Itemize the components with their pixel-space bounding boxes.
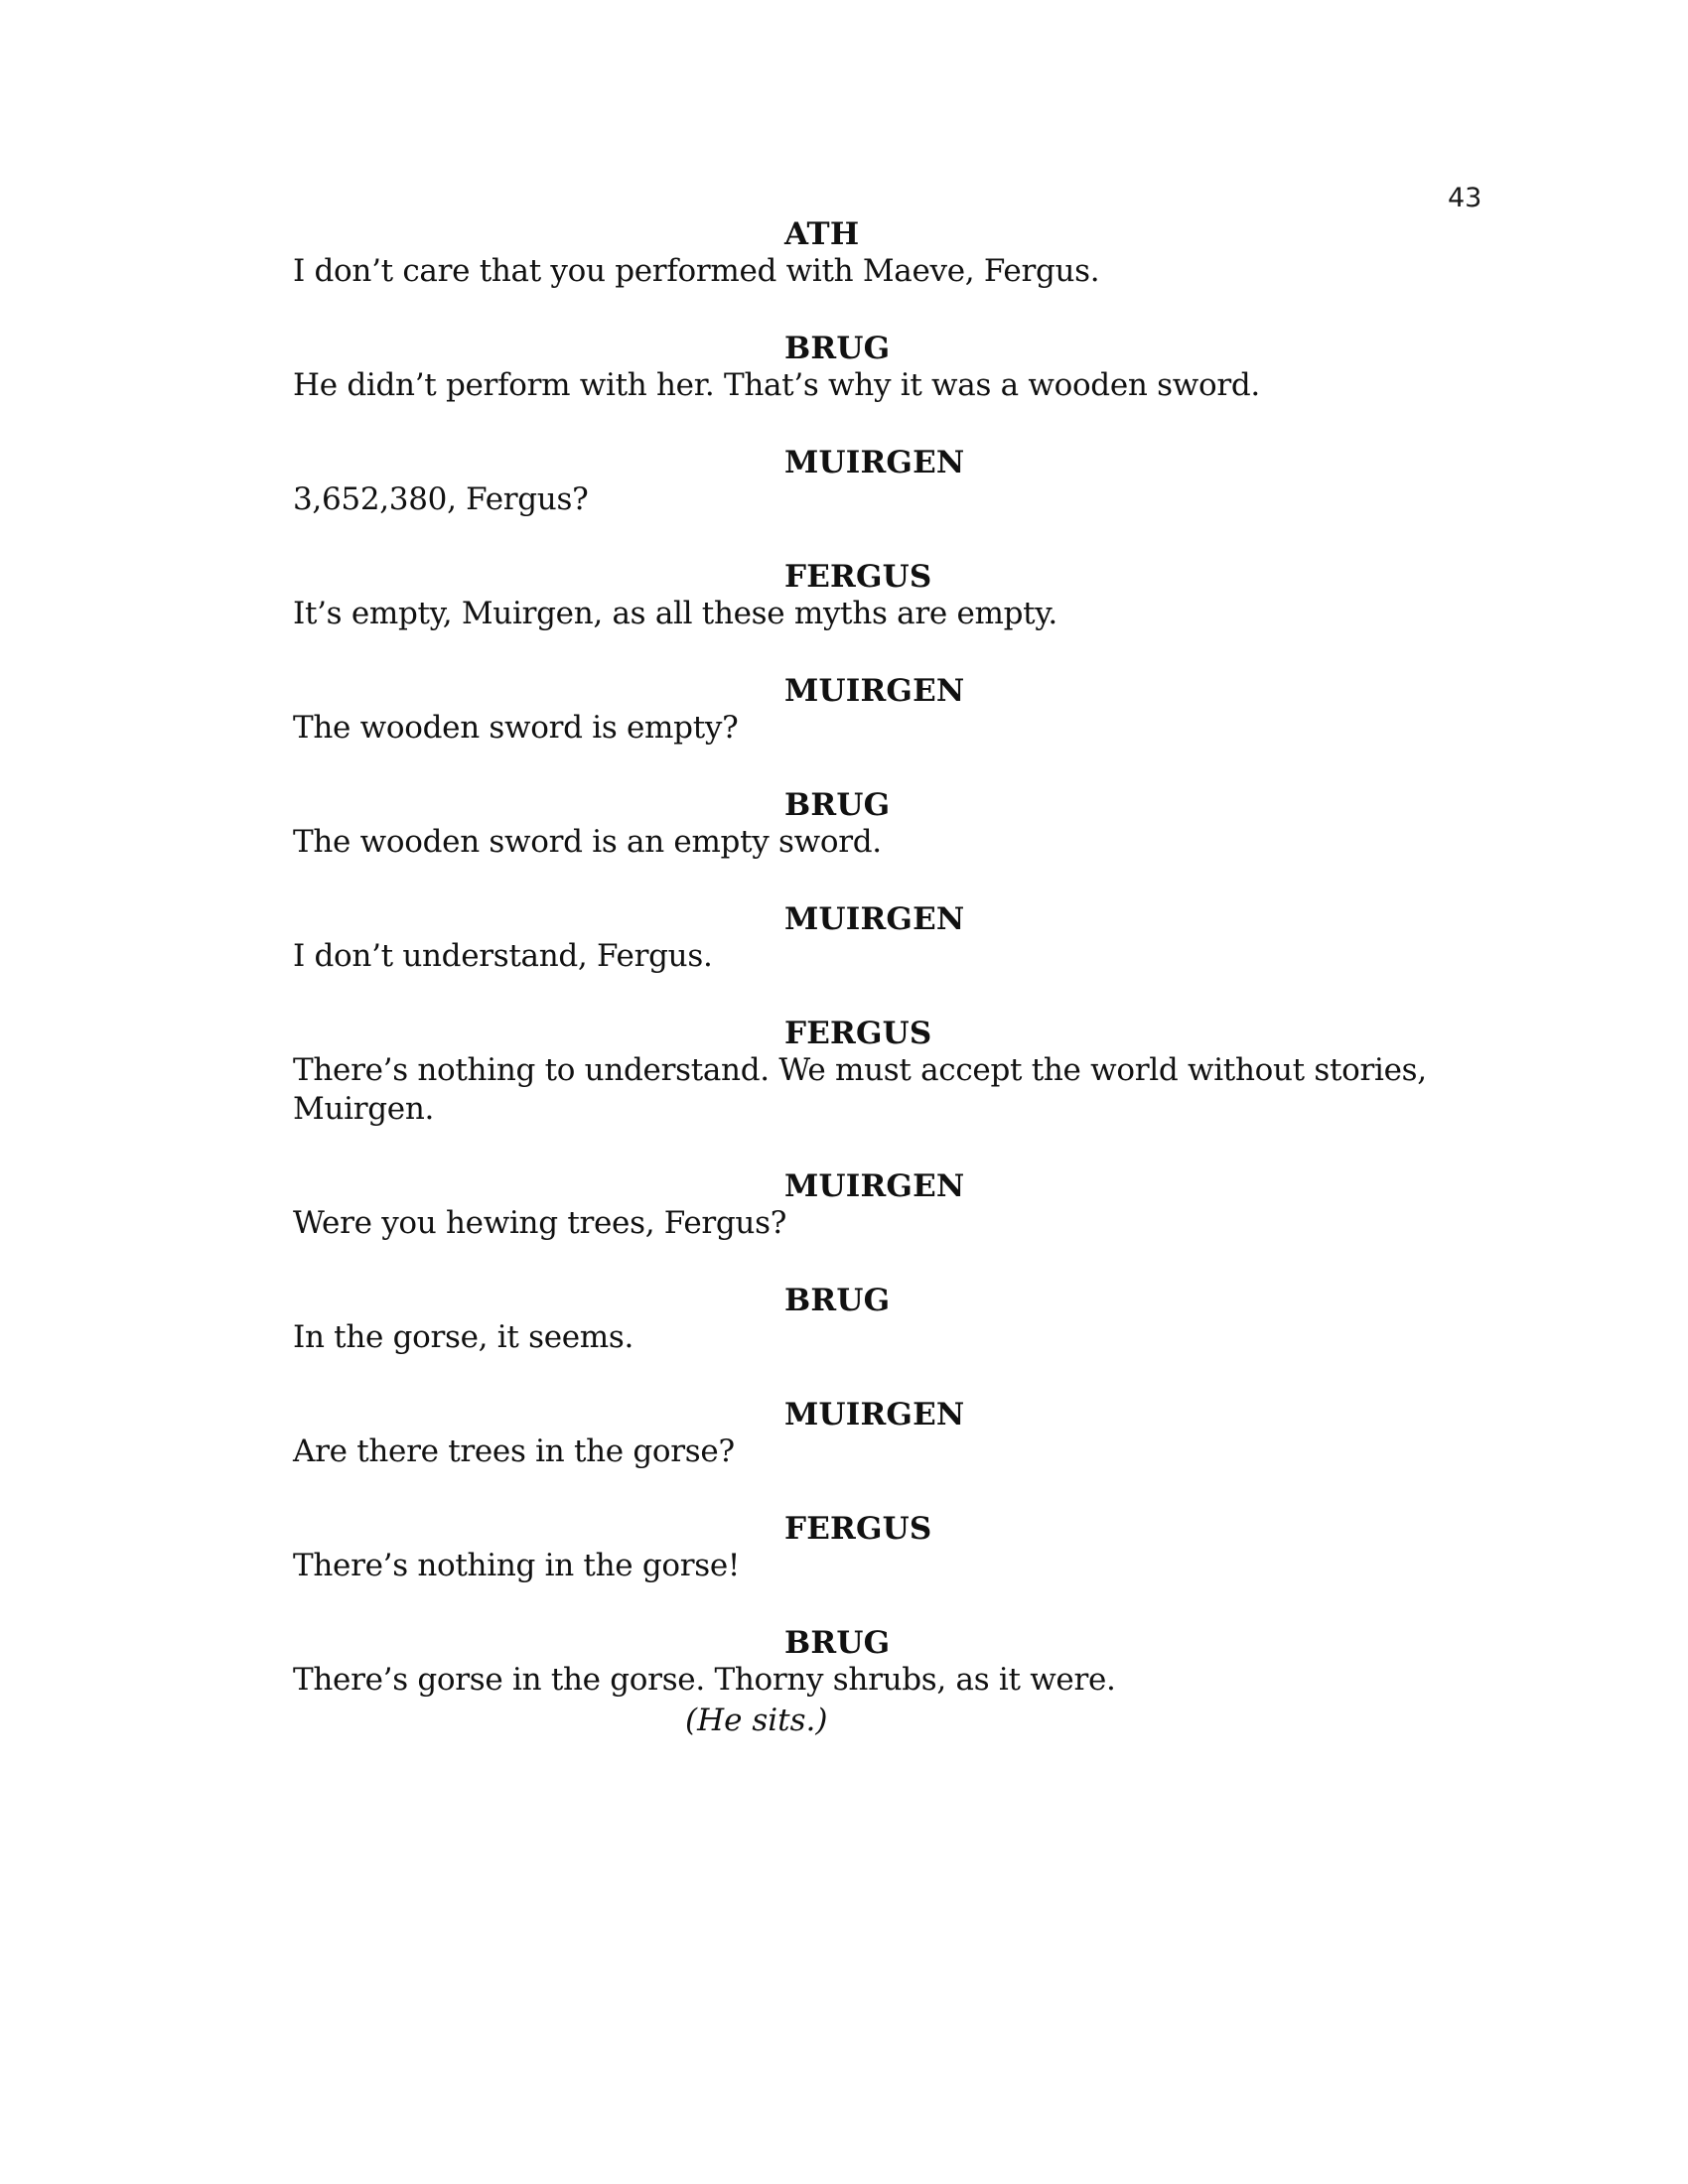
- dialogue-line: I don’t understand, Fergus.: [293, 938, 713, 974]
- speaker-name: MUIRGEN: [784, 445, 965, 480]
- dialogue-line: Are there trees in the gorse?: [293, 1433, 735, 1469]
- speaker-name: FERGUS: [784, 1016, 932, 1051]
- speaker-name: FERGUS: [784, 559, 932, 595]
- speaker-name: BRUG: [784, 1625, 891, 1661]
- dialogue-line: There’s nothing to understand. We must accept the world without stories,: [293, 1052, 1427, 1088]
- speaker-name: BRUG: [784, 331, 891, 366]
- speaker-name: MUIRGEN: [784, 901, 965, 937]
- dialogue-line: It’s empty, Muirgen, as all these myths are empty.: [293, 596, 1057, 631]
- dialogue-line: He didn’t perform with her. That’s why it was a wooden sword.: [293, 367, 1260, 403]
- dialogue-line: The wooden sword is empty?: [293, 710, 739, 746]
- dialogue-line: In the gorse, it seems.: [293, 1319, 634, 1355]
- speaker-name: MUIRGEN: [784, 1168, 965, 1204]
- speaker-name: MUIRGEN: [784, 1397, 965, 1433]
- dialogue-line: The wooden sword is an empty sword.: [293, 824, 882, 860]
- dialogue-line: There’s nothing in the gorse!: [293, 1548, 741, 1583]
- dialogue-line: Muirgen.: [293, 1091, 435, 1127]
- speaker-name: FERGUS: [784, 1511, 932, 1547]
- speaker-name: BRUG: [784, 787, 891, 823]
- speaker-name: ATH: [784, 216, 860, 252]
- stage-direction: (He sits.): [685, 1703, 828, 1738]
- dialogue-line: I don’t care that you performed with Maeve, Fergus.: [293, 253, 1100, 289]
- speaker-name: BRUG: [784, 1283, 891, 1318]
- dialogue-line: Were you hewing trees, Fergus?: [293, 1205, 787, 1241]
- page-number: 43: [1448, 183, 1482, 213]
- dialogue-line: There’s gorse in the gorse. Thorny shrubs, as it were.: [293, 1662, 1116, 1698]
- speaker-name: MUIRGEN: [784, 673, 965, 709]
- dialogue-line: 3,652,380, Fergus?: [293, 481, 589, 517]
